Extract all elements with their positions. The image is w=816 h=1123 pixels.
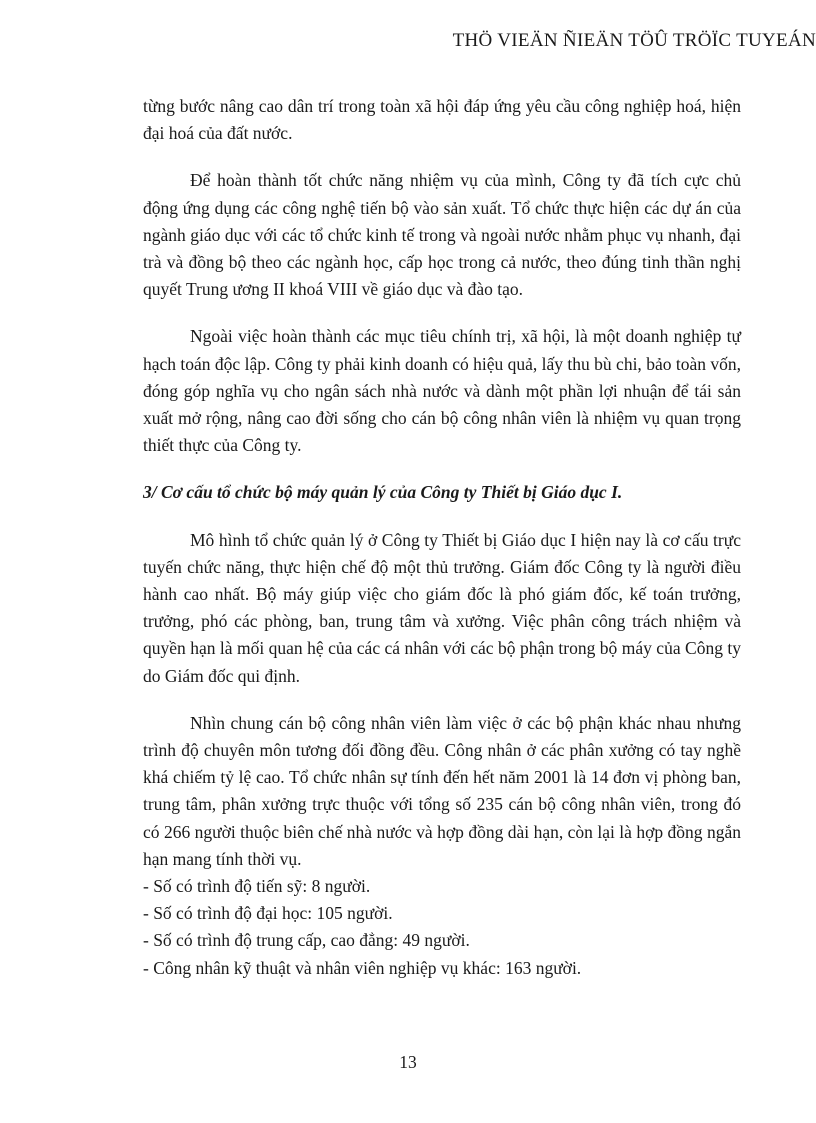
staff-qualification-list: [143, 873, 741, 982]
list-item: - Số có trình độ trung cấp, cao đẳng: 49 người.: [143, 930, 470, 951]
paragraph-continuation: từng bước nâng cao dân trí trong toàn xã hội đáp ứng yêu cầu công nghiệp hoá, hiện đại hoá của đất nước.: [143, 96, 741, 144]
page-body: [143, 93, 741, 982]
list-item: - Số có trình độ đại học: 105 người.: [143, 903, 393, 924]
section-heading: 3/ Cơ cấu tổ chức bộ máy quản lý của Công ty Thiết bị Giáo dục I.: [143, 482, 623, 503]
page-number: 13: [399, 1052, 417, 1072]
paragraph-mission: Để hoàn thành tốt chức năng nhiệm vụ của mình, Công ty đã tích cực chủ động ứng dụng các công nghệ tiến bộ vào sản xuất. Tổ chức thực hiện các dự án của ngành giáo dục với các tổ chức kinh tế trong và ngoài nước nhằm phục vụ nhanh, đại trà và đồng bộ theo các ngành học, cấp học trong cả nước, theo đúng tinh thần nghị quyết Trung ương II khoá VIII về giáo dục và đào tạo.: [143, 170, 741, 300]
list-item: - Số có trình độ tiến sỹ: 8 người.: [143, 876, 371, 897]
paragraph-staff: Nhìn chung cán bộ công nhân viên làm việc ở các bộ phận khác nhau nhưng trình độ chuyên môn tương đối đồng đều. Công nhân ở các phân xưởng có tay nghề khá chiếm tỷ lệ cao. Tổ chức nhân sự tính đến hết năm 2001 là 14 đơn vị phòng ban, trung tâm, phân xưởng trực thuộc với tổng số 235 cán bộ công nhân viên, trong đó có 266 người thuộc biên chế nhà nước và hợp đồng dài hạn, còn lại là hợp đồng ngắn hạn mang tính thời vụ.: [143, 712, 741, 869]
list-item: - Công nhân kỹ thuật và nhân viên nghiệp vụ khác: 163 người.: [143, 957, 582, 978]
paragraph-structure: Mô hình tổ chức quản lý ở Công ty Thiết bị Giáo dục I hiện nay là cơ cấu trực tuyến chức năng, thực hiện chế độ một thủ trưởng. Giám đốc Công ty là người điều hành cao nhất. Bộ máy giúp việc cho giám đốc là phó giám đốc, kế toán trưởng, trưởng, phó các phòng, ban, trung tâm và xưởng. Việc phân công trách nhiệm và quyền hạn là mối quan hệ của các cá nhân với các bộ phận trong bộ máy của Công ty do Giám đốc qui định.: [143, 529, 741, 686]
paragraph-business: Ngoài việc hoàn thành các mục tiêu chính trị, xã hội, là một doanh nghiệp tự hạch toán độc lập. Công ty phải kinh doanh có hiệu quả, lấy thu bù chi, bảo toàn vốn, đóng góp nghĩa vụ cho ngân sách nhà nước và dành một phần lợi nhuận để tái sản xuất mở rộng, nâng cao đời sống cho cán bộ công nhân viên là nhiệm vụ quan trọng thiết thực của Công ty.: [143, 326, 741, 456]
running-header: THÖ VIEÄN ÑIEÄN TÖÛ TRÖÏC TUYEÁN: [452, 30, 816, 51]
